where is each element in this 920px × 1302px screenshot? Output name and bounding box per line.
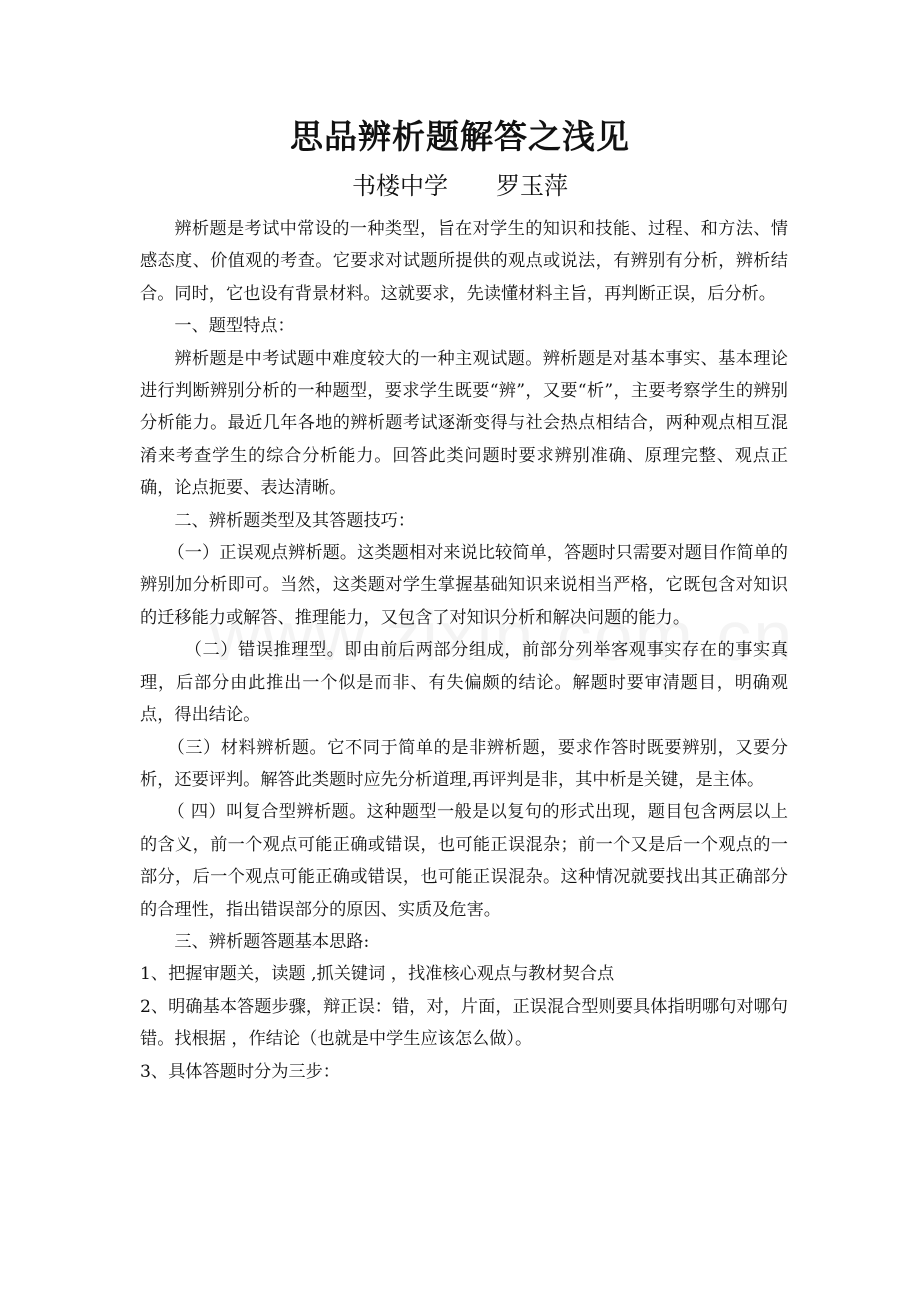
paragraph-type-3: （三）材料辨析题。它不同于简单的是非辨析题，要求作答时既要辨别，又要分析，还要评判。解答此类题时应先分析道理,再评判是非，其中析是关键，是主体。 xyxy=(140,737,788,790)
document-body xyxy=(140,213,788,1088)
heading-section-2: 二、辨析题类型及其答题技巧： xyxy=(174,510,416,531)
document-byline: 书楼中学 罗玉萍 xyxy=(352,172,568,200)
heading-section-3: 三、辨析题答题基本思路: xyxy=(174,931,370,952)
paragraph-type-4: （ 四）叫复合型辨析题。这种题型一般是以复句的形式出现，题目包含两层以上的含义，前一个观点可能正确或错误，也可能正误混杂；前一个又是后一个观点的一部分，后一个观点可能正确或错误，也可能正误混杂。这种情况就要找出其正确部分的合理性，指出错误部分的原因、实质及危害。 xyxy=(140,802,788,920)
heading-section-1: 一、题型特点： xyxy=(174,316,295,337)
list-item-3: 3、具体答题时分为三步： xyxy=(140,1061,340,1082)
document-title: 思品辨析题解答之浅见 xyxy=(290,117,630,156)
paragraph-type-1: （一）正误观点辨析题。这类题相对来说比较简单，答题时只需要对题目作简单的辨别加分析即可。当然，这类题对学生掌握基础知识来说相当严格，它既包含对知识的迁移能力或解答、推理能力，又包含了对知识分析和解决问题的能力。 xyxy=(140,543,788,628)
paragraph-section-1: 辨析题是中考试题中难度较大的一种主观试题。辨析题是对基本事实、基本理论进行判断辨别分析的一种题型，要求学生既要“辨”，又要“析”，主要考察学生的辨别分析能力。最近几年各地的辨析题考试逐渐变得与社会热点相结合，两种观点相互混淆来考查学生的综合分析能力。回答此类问题时要求辨别准确、原理完整、观点正确，论点扼要、表达清晰。 xyxy=(140,348,788,499)
list-item-1: 1、把握审题关，读题 ,抓关键词 ，找准核心观点与教材契合点 xyxy=(140,964,615,985)
paragraph-type-2: （二）错误推理型。即由前后两部分组成，前部分列举客观事实存在的事实真理，后部分由此推出一个似是而非、有失偏颇的结论。解题时要审清题目，明确观点，得出结论。 xyxy=(140,640,788,726)
list-item-2: 2、明确基本答题步骤，辩正误：错，对，片面，正误混合型则要具体指明哪句对哪句错。找根据 ，作结论（也就是中学生应该怎么做）。 xyxy=(140,996,788,1050)
paragraph-intro: 辨析题是考试中常设的一种类型，旨在对学生的知识和技能、过程、和方法、情感态度、价值观的考查。它要求对试题所提供的观点或说法，有辨别有分析，辨析结合。同时，它也设有背景材料。这就要求，先读懂材料主旨，再判断正误，后分析。 xyxy=(140,219,788,304)
